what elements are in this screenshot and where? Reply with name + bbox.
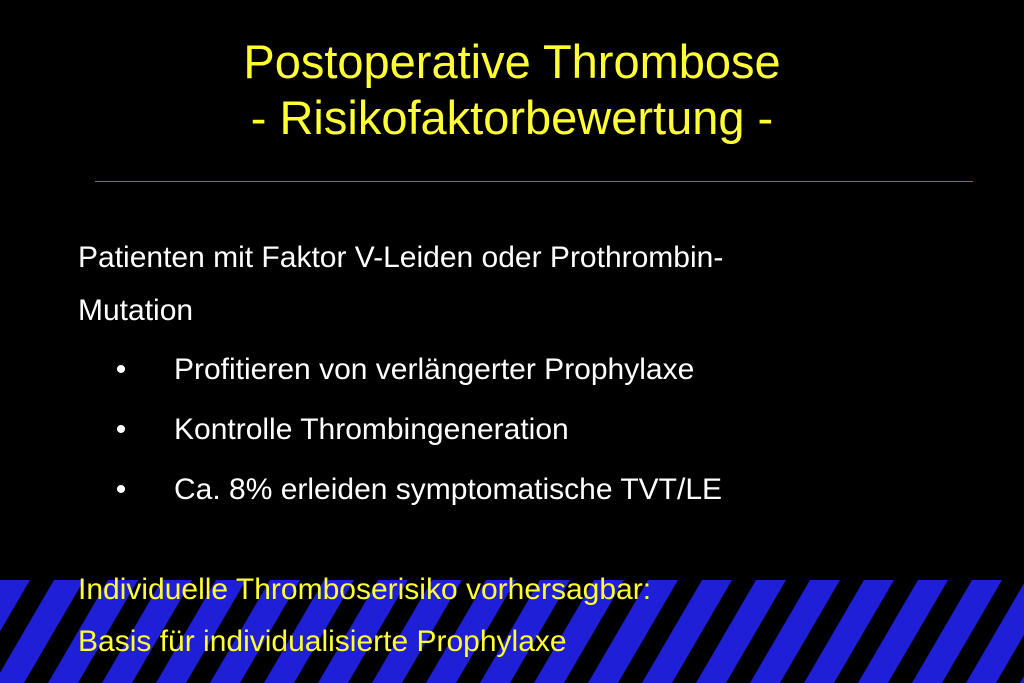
bullet-dot-icon: • [115,473,127,506]
conclusion-line-1: Individuelle Thromboserisiko vorhersagbar: [78,573,652,606]
bullet-text: Kontrolle Thrombingeneration [174,413,569,446]
intro-line-2: Mutation [78,294,194,327]
title-line-1: Postoperative Thrombose [243,35,781,88]
slide-title [0,34,1024,146]
intro-line-1: Patienten mit Faktor V-Leiden oder Prothrombin- [78,241,724,274]
bullet-dot-icon: • [115,353,127,386]
conclusion-line-2: Basis für individualisierte Prophylaxe [78,625,567,658]
bullet-dot-icon: • [115,413,127,446]
bullet-text: Ca. 8% erleiden symptomatische TVT/LE [174,473,723,506]
title-divider [95,181,973,182]
title-line-2: - Risikofaktorbewertung - [250,91,774,144]
bullet-text: Profitieren von verlängerter Prophylaxe [174,353,695,386]
